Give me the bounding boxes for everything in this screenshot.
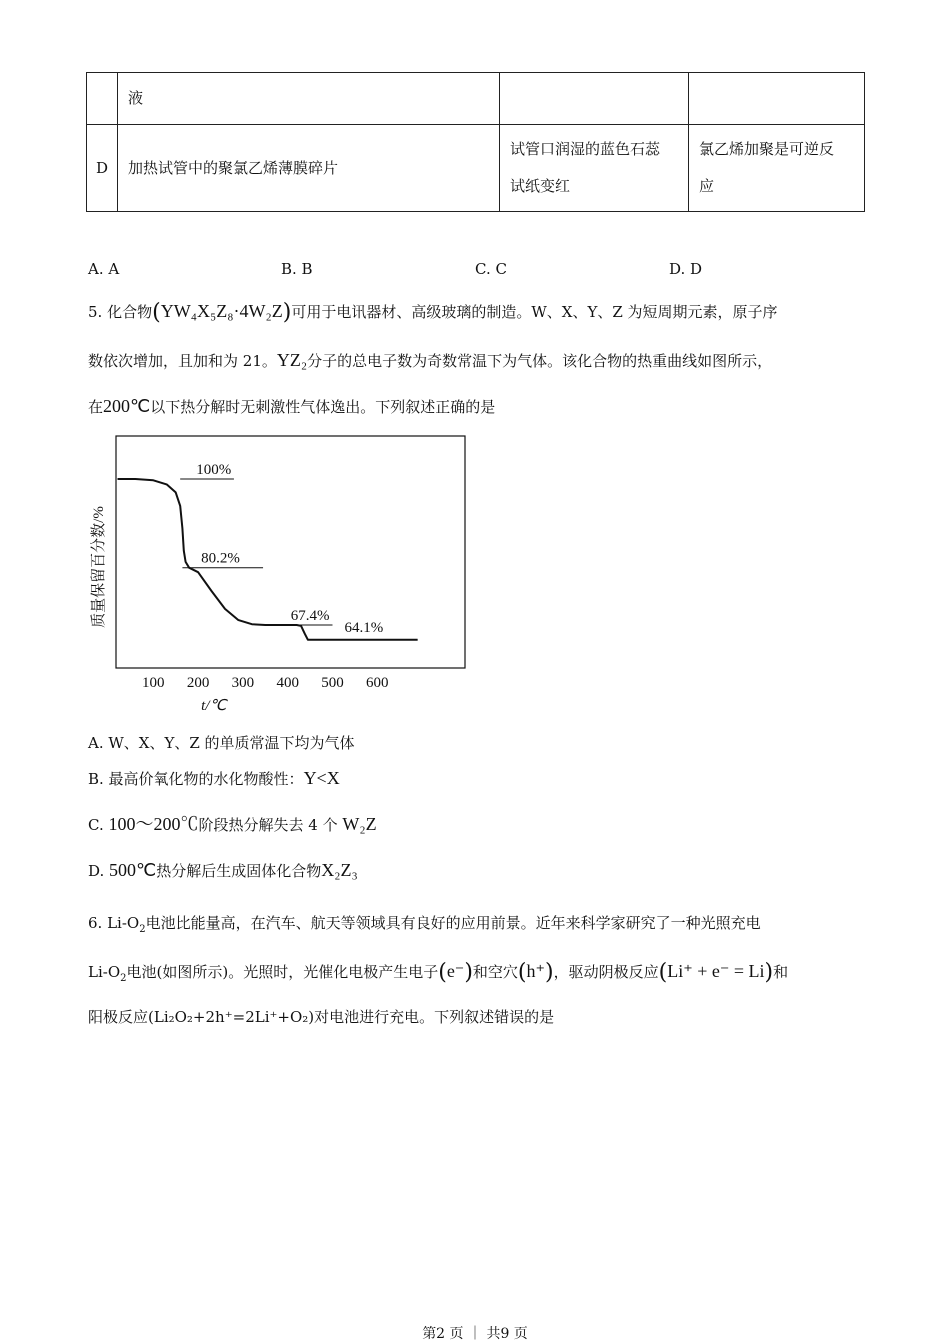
annotation-label: 67.4% — [290, 608, 330, 625]
paren-right-icon: ) — [764, 960, 774, 985]
option-text: D. — [88, 862, 105, 880]
option-math: 500℃ — [109, 860, 157, 880]
x-tick-label: 600 — [366, 675, 389, 691]
q6-text: 电池比能量高，在汽车、航天等领域具有良好的应用前景。近年来科学家研究了一种光照充电 — [145, 914, 761, 932]
hole-symbol: h⁺ — [526, 961, 546, 981]
x-tick-label: 100 — [142, 675, 165, 691]
q4-option-d[interactable]: D. D — [669, 260, 703, 278]
q5-option-c[interactable] — [88, 810, 377, 836]
table-cell — [500, 73, 689, 125]
experiment-table — [86, 72, 865, 212]
option-text: 热分解后生成固体化合物 — [156, 862, 322, 880]
question-number: 6. — [88, 914, 103, 932]
x-axis-label: t/℃ — [201, 698, 227, 714]
q5-text: 可用于电讯器材、高级玻璃的制造。W、X、Y、Z 为短周期元素，原子序 — [291, 303, 778, 321]
table-cell-phenomenon — [500, 125, 689, 212]
paren-left-icon: ( — [438, 960, 447, 985]
q5-option-a[interactable]: A. W、X、Y、Z 的单质常温下均为气体 — [88, 734, 355, 752]
paren-right-icon: ) — [545, 960, 554, 985]
q5-option-d[interactable] — [88, 860, 358, 881]
yz2-formula: YZ₂ — [276, 350, 308, 370]
q5-text: 化合物 — [107, 303, 153, 321]
question-number: 5. — [88, 303, 103, 321]
conclusion-line: 应 — [699, 177, 715, 195]
phenomenon-line: 试纸变红 — [510, 177, 571, 195]
q6-text: 和空穴 — [472, 963, 518, 981]
q6-text: ，驱动阴极反应 — [553, 963, 659, 981]
annotation-label: 100% — [196, 462, 232, 478]
series-line — [118, 479, 418, 640]
q4-option-c[interactable]: C. C — [475, 260, 507, 278]
option-text: B. 最高价氧化物的水化物酸性： — [88, 770, 304, 788]
option-math: 100～200℃ — [108, 814, 199, 834]
q6-text: 和 — [773, 963, 789, 981]
table-cell — [689, 73, 865, 125]
paren-right-icon: ) — [282, 300, 292, 325]
q6-text: Li-O — [107, 914, 140, 932]
x-tick-label: 500 — [321, 675, 344, 691]
cathode-equation: Li⁺ + e⁻ = Li — [667, 961, 765, 981]
x-tick-label: 200 — [186, 675, 210, 691]
temperature: 200℃ — [103, 396, 151, 416]
q5-text: 分子的总电子数为奇数常温下为气体。该化合物的热重曲线如图所示， — [307, 352, 773, 370]
q6-text: 电池(如图所示)。光照时，光催化电极产生电子 — [126, 963, 439, 981]
thermogravimetric-chart — [86, 432, 486, 722]
conclusion-line: 氯乙烯加聚是可逆反 — [699, 140, 835, 158]
q5-option-b[interactable] — [88, 768, 340, 789]
q6-sub: 2 — [120, 973, 127, 984]
q6-text: Li-O — [88, 963, 121, 981]
q5-line-3 — [88, 396, 495, 417]
q5-text: 以下热分解时无刺激性气体逸出。下列叙述正确的是 — [150, 398, 496, 416]
q6-sub: 2 — [139, 924, 146, 935]
paren-left-icon: ( — [152, 300, 161, 325]
q5-line-2 — [88, 350, 772, 371]
annotation-label: 64.1% — [344, 619, 384, 636]
table-cell-operation: 加热试管中的聚氯乙烯薄膜碎片 — [118, 125, 500, 212]
paren-right-icon: ) — [464, 960, 473, 985]
annotation-label: 80.2% — [201, 550, 240, 567]
q5-text: 在 — [88, 398, 104, 416]
phenomenon-line: 试管口润湿的蓝色石蕊 — [510, 140, 661, 158]
q6-line-3: 阳极反应(Li₂O₂+2h⁺=2Li⁺+O₂)对电池进行充电。下列叙述错误的是 — [88, 1008, 555, 1026]
option-text: C. — [88, 816, 104, 834]
x-tick-label: 300 — [231, 675, 255, 691]
option-text: 阶段热分解失去 4 个 — [198, 816, 338, 834]
table-row — [87, 125, 865, 212]
q5-line-1 — [88, 300, 778, 325]
y-axis-label: 质量保留百分数/% — [91, 506, 107, 628]
q4-option-a[interactable]: A. A — [88, 260, 120, 278]
option-math: Y<X — [303, 768, 340, 788]
table-cell-label: D — [87, 125, 118, 212]
compound-formula: YW₄X₅Z₈·4W₂Z — [160, 301, 283, 321]
paren-left-icon: ( — [658, 960, 668, 985]
table-cell — [87, 73, 118, 125]
q5-text: 数依次增加，且加和为 21。 — [88, 352, 277, 370]
x-tick-label: 400 — [276, 675, 299, 691]
table-cell: 液 — [118, 73, 500, 125]
option-math: X₂Z₃ — [321, 860, 358, 880]
table-cell-conclusion — [689, 125, 865, 212]
q6-line-1 — [88, 912, 761, 935]
q6-line-2 — [88, 960, 788, 985]
electron-symbol: e⁻ — [446, 961, 465, 981]
plot-frame — [116, 436, 465, 668]
paren-left-icon: ( — [517, 960, 527, 985]
q4-option-b[interactable]: B. B — [281, 260, 313, 278]
table-row — [87, 73, 865, 125]
page-footer: 第2 页 ｜ 共9 页 — [422, 1326, 528, 1342]
option-math: W₂Z — [342, 814, 377, 834]
